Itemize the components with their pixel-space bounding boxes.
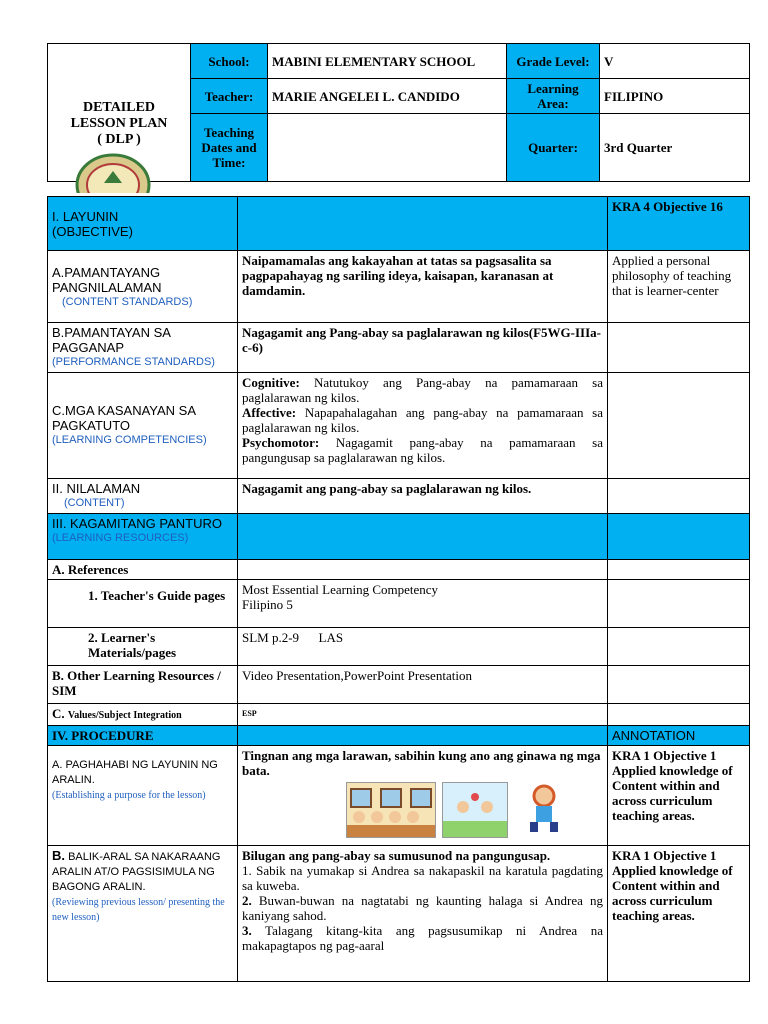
lm-title: 2. Learner's Materials/pages	[48, 628, 238, 666]
objective-sub: (OBJECTIVE)	[52, 224, 133, 239]
content-std-text: Naipamamalas ang kakayahan at tatas sa pagsasalita sa pagpapahayag ng sariling ideya, kaisapan, karanasan at damdamin.	[238, 251, 608, 323]
olr-text: Video Presentation,PowerPoint Presentation	[238, 666, 608, 704]
nil-title: II. NILALAMAN	[52, 481, 141, 496]
comp-title: C.MGA KASANAYAN SA PAGKATUTO	[52, 403, 196, 433]
b-item-3: 3. Talagang kitang-kita ang pagsusumikap ni Andrea na makapagtapos ng pag-aaral	[242, 923, 603, 953]
b-title: BALIK-ARAL SA NAKARAANG ARALIN AT/O PAGSISIMULA NG BAGONG ARALIN.	[52, 851, 221, 893]
school-seal-logo	[74, 153, 152, 193]
school-label: School:	[191, 44, 268, 79]
perf-std-title: B.PAMANTAYAN SA PAGGANAP	[52, 325, 171, 355]
children-playing-image	[442, 782, 508, 838]
dates-label: Teaching Dates and Time:	[191, 114, 268, 182]
a-text: Tingnan ang mga larawan, sabihin kung ano ang ginawa ng mga bata.	[242, 748, 601, 778]
lesson-table	[47, 196, 750, 982]
dlp-title: DETAILED LESSON PLAN ( DLP )	[48, 44, 191, 182]
values-row: C. Values/Subject Integration ESP	[48, 704, 750, 726]
a-sub: (Establishing a purpose for the lesson)	[52, 790, 206, 801]
children-classroom-image	[346, 782, 436, 838]
lesson-plan-page	[47, 43, 749, 982]
procedure-row	[48, 726, 750, 746]
val-text: ESP	[238, 704, 608, 726]
objective-title: I. LAYUNIN	[52, 209, 119, 224]
learners-materials-row	[48, 628, 750, 666]
content-std-note: Applied a personal philosophy of teaching that is learner-center	[608, 251, 750, 323]
b-item-1: 1. Sabik na yumakap si Andrea sa nakapaskil na karatula pagdating sa kuweba.	[242, 863, 603, 893]
tg-title: 1. Teacher's Guide pages	[48, 580, 238, 628]
other-resources-row	[48, 666, 750, 704]
comp-sub: (LEARNING COMPETENCIES)	[52, 434, 207, 446]
grade-value: V	[600, 44, 750, 79]
b-kra: KRA 1 Objective 1 Applied knowledge of Content within and across curriculum teaching areas.	[608, 846, 750, 982]
a-title: A. PAGHAHABI NG LAYUNIN NG ARALIN.	[52, 759, 218, 786]
content-standards-row	[48, 251, 750, 323]
b-item-2: 2. Buwan-buwan na nagtatabi ng kaunting halaga si Andrea ng kaniyang sahod.	[242, 893, 603, 923]
a-kra: KRA 1 Objective 1 Applied knowledge of Content within and across curriculum teaching areas.	[608, 746, 750, 846]
performance-standards-row	[48, 323, 750, 373]
nil-text: Nagagamit ang pang-abay sa paglalarawan ng kilos.	[238, 479, 608, 514]
competencies-row	[48, 373, 750, 479]
teacher-value: MARIE ANGELEI L. CANDIDO	[268, 79, 507, 114]
lm-text: SLM p.2-9 LAS	[238, 628, 608, 666]
area-label: Learning Area:	[507, 79, 600, 114]
content-row	[48, 479, 750, 514]
references-row	[48, 560, 750, 580]
kag-title: III. KAGAMITANG PANTURO	[52, 516, 222, 531]
competencies-text: Cognitive: Natutukoy ang Pang-abay na pamamaraan sa paglalarawan ng kilos. Affective: Napapahalagahan ang pang-abay na pamamaraan sa paglalarawan ng kilos. Psychomotor: Nagagamit pang-abay na pamamaraan sa pangungusap sa paglalarawan ng kilos.	[238, 373, 608, 479]
ref-title: A. References	[48, 560, 238, 580]
tg-text-1: Most Essential Learning Competency	[242, 582, 439, 597]
step-a-row	[48, 746, 750, 846]
proc-annotation: ANNOTATION	[608, 726, 750, 746]
nil-sub: (CONTENT)	[64, 497, 125, 509]
objective-kra: KRA 4 Objective 16	[608, 197, 750, 251]
boy-running-image	[514, 782, 574, 836]
area-value: FILIPINO	[600, 79, 750, 114]
tg-text-2: Filipino 5	[242, 597, 293, 612]
step-b-row: B. BALIK-ARAL SA NAKARAANG ARALIN AT/O PAGSISIMULA NG BAGONG ARALIN. (Reviewing previous lesson/ presenting the new lesson) Bilugan ang pang-abay sa sumusunod na pangungusap. 1. Sabik na yumakap si Andrea sa nakapaskil na karatula pagdating sa kuweba. 2. Buwan-buwan na nagtatabi ng kaunting halaga si Andrea ng kaniyang sahod. 3. Talagang kitang-kita ang pagsusumikap ni Andrea na makapagtapos ng pag-aaral KRA 1 Objective 1 Applied knowledge of Content within and across curriculum teaching areas.	[48, 846, 750, 982]
proc-title: IV. PROCEDURE	[48, 726, 238, 746]
b-sub: (Reviewing previous lesson/ presenting the new lesson)	[52, 897, 225, 923]
perf-std-text: Nagagamit ang Pang-abay sa paglalarawan ng kilos(F5WG-IIIa-c-6)	[238, 323, 608, 373]
content-std-sub: (CONTENT STANDARDS)	[62, 296, 193, 308]
dates-value	[268, 114, 507, 182]
content-std-title: A.PAMANTAYANG PANGNILALAMAN	[52, 265, 162, 295]
b-text	[238, 846, 608, 982]
quarter-value: 3rd Quarter	[600, 114, 750, 182]
olr-title: B. Other Learning Resources / SIM	[48, 666, 238, 704]
header-table	[47, 43, 750, 182]
teachers-guide-row	[48, 580, 750, 628]
school-value: MABINI ELEMENTARY SCHOOL	[268, 44, 507, 79]
quarter-label: Quarter:	[507, 114, 600, 182]
objective-row	[48, 197, 750, 251]
teacher-label: Teacher:	[191, 79, 268, 114]
b-head: Bilugan ang pang-abay sa sumusunod na pangungusap.	[242, 848, 551, 863]
lesson-images	[242, 782, 603, 838]
perf-std-sub: (PERFORMANCE STANDARDS)	[52, 356, 215, 368]
kag-sub: (LEARNING RESOURCES)	[52, 532, 189, 544]
resources-row	[48, 514, 750, 560]
val-title: Values/Subject Integration	[67, 710, 182, 721]
grade-label: Grade Level:	[507, 44, 600, 79]
